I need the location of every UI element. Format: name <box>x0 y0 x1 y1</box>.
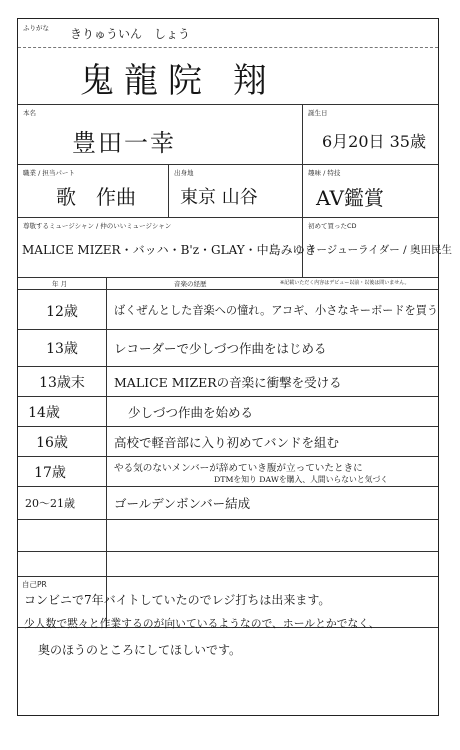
part-value: 歌 作曲 <box>56 185 136 209</box>
row-divider <box>18 551 438 552</box>
furigana-label: ふりがな <box>23 24 49 32</box>
hometown-label: 出身地 <box>174 169 194 177</box>
row-divider <box>18 576 438 577</box>
part-label: 職業 / 担当パート <box>23 169 75 177</box>
profile-sheet <box>17 18 452 716</box>
history-year: 17歳 <box>34 465 66 481</box>
self-pr-line: 奥のほうのところにしてほしいです。 <box>38 643 242 657</box>
musicians-label: 尊敬するミュージシャン / 仲のいいミュージシャン <box>23 222 172 230</box>
history-event-header: 音楽の経歴 <box>174 280 207 288</box>
hometown-value: 東京 山谷 <box>180 187 258 208</box>
history-event-continued: DTMを知り DAWを購入、人間いらないと気づく <box>214 475 389 484</box>
row-divider <box>18 486 438 487</box>
row-divider <box>18 366 438 367</box>
history-year: 12歳 <box>46 304 78 320</box>
history-event: 高校で軽音部に入り初めてバンドを組む <box>114 435 340 450</box>
birthday-label: 誕生日 <box>308 109 328 117</box>
hobby-value: AV鑑賞 <box>316 186 384 210</box>
self-pr-label: 自己PR <box>22 580 47 589</box>
history-event: やる気のないメンバーが辞めていき腹が立っていたときに <box>114 463 363 474</box>
col-divider <box>168 164 169 217</box>
history-event: MALICE MIZERの音楽に衝撃を受ける <box>114 375 342 390</box>
row-divider <box>18 104 438 105</box>
history-year: 13歳 <box>46 341 78 357</box>
history-year: 14歳 <box>28 405 60 421</box>
history-event: ゴールデンボンバー結成 <box>114 496 251 511</box>
col-divider <box>302 164 303 217</box>
furigana-value: きりゅういん しょう <box>70 27 191 41</box>
real-name-label: 本名 <box>23 109 36 117</box>
row-divider <box>18 217 438 218</box>
self-pr-line: 少人数で黙々と作業するのが向いているようなので、ホールとかでなく、 <box>24 617 380 630</box>
row-divider <box>18 164 438 165</box>
history-year-header: 年 月 <box>52 280 68 288</box>
first-cd-value: イージューライダー / 奥田民生 <box>306 244 452 256</box>
row-divider <box>18 277 438 278</box>
col-divider <box>106 277 107 627</box>
real-name-value: 豊田一幸 <box>72 129 176 157</box>
history-event: ばくぜんとした音楽への憧れ。アコギ、小さなキーボードを買う <box>114 304 439 317</box>
row-divider <box>18 289 438 290</box>
history-event: レコーダーで少しづつ作曲をはじめる <box>114 341 327 356</box>
history-event: 少しづつ作曲を始める <box>128 405 254 420</box>
row-divider <box>18 329 438 330</box>
birthday-value: 6月20日 35歳 <box>322 132 426 151</box>
first-cd-label: 初めて買ったCD <box>308 222 357 230</box>
hobby-label: 趣味 / 特技 <box>308 169 341 177</box>
row-divider <box>18 519 438 520</box>
row-divider <box>18 396 438 397</box>
history-note: ※記載いただく内容はデビュー以前・以後は問いません。 <box>280 280 410 286</box>
history-year: 16歳 <box>36 435 68 451</box>
stage-name: 鬼龍院 翔 <box>80 61 277 101</box>
history-year: 13歳末 <box>39 375 85 391</box>
row-divider <box>18 426 438 427</box>
history-year: 20〜21歳 <box>25 497 75 510</box>
row-divider <box>18 456 438 457</box>
col-divider <box>302 104 303 164</box>
musicians-value: MALICE MIZER・バッハ・B'z・GLAY・中島みゆき <box>22 243 317 257</box>
furigana-divider <box>18 47 438 48</box>
self-pr-line: コンビニで7年バイトしていたのでレジ打ちは出来ます。 <box>24 593 331 607</box>
